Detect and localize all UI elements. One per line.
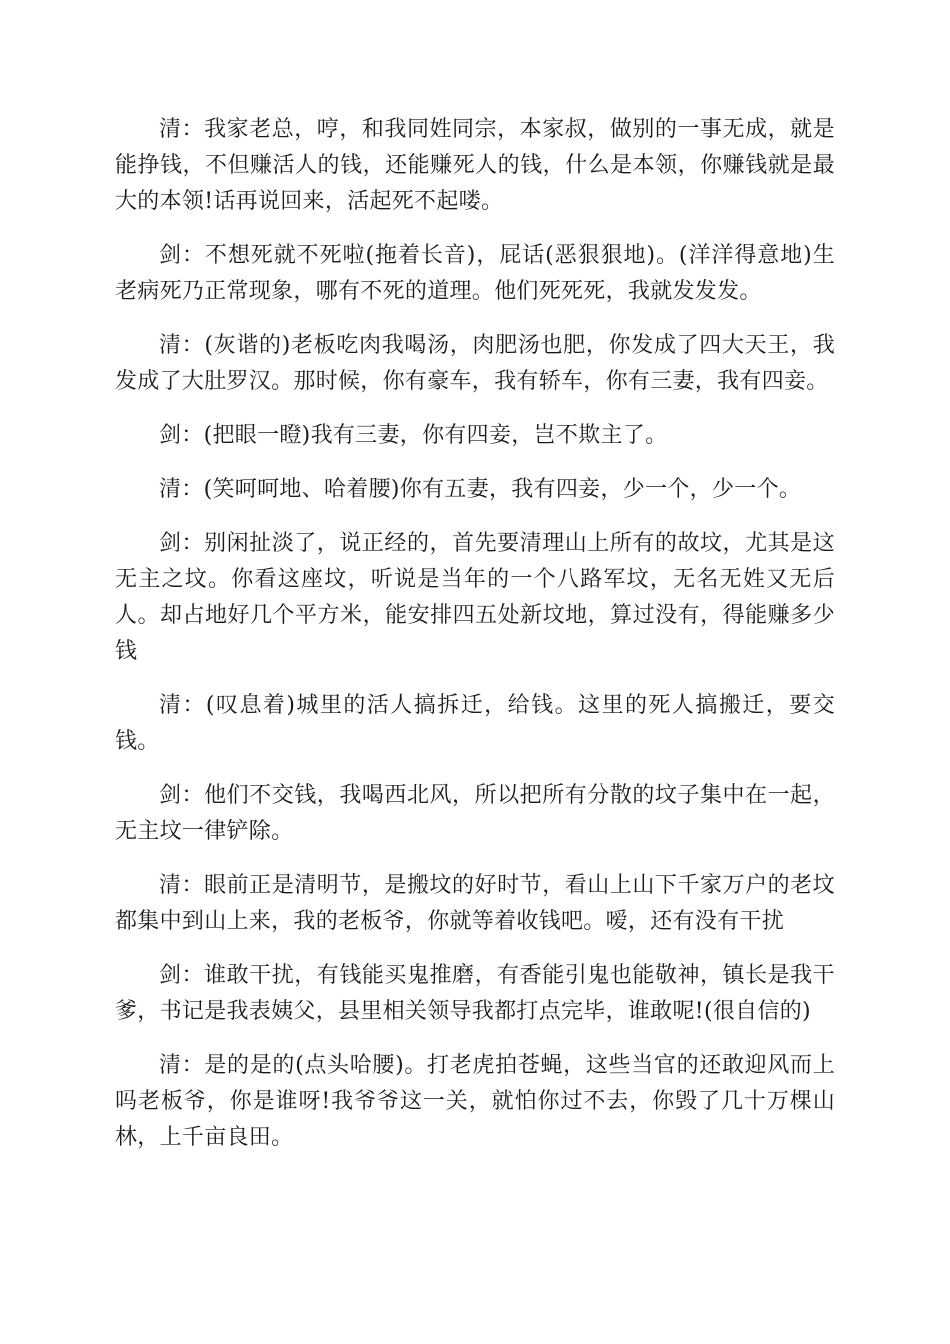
dialogue-line: 剑：(把眼一瞪)我有三妻，你有四妾，岂不欺主了。	[159, 423, 668, 448]
dialogue-line: 清：我家老总，哼，和我同姓同宗，本家叔，做别的一事无成，就是能挣钱，不但赚活人的钱，还能赚死人的钱，什么是本领，你赚钱就是最大的本领!话再说回来，活起死不起喽。	[115, 117, 835, 214]
dialogue-line: 清：(灰谐的)老板吃肉我喝汤，肉肥汤也肥，你发成了四大天王，我发成了大肚罗汉。那时候，你有豪车，我有轿车，你有三妻，我有四妾。	[115, 333, 835, 394]
dialogue-line: 剑：谁敢干扰，有钱能买鬼推磨，有香能引鬼也能敬神，镇长是我干爹，书记是我表姨父，县里相关领导我都打点完毕，谁敢呢!(很自信的)	[115, 963, 835, 1024]
dialogue-line: 清：眼前正是清明节，是搬坟的好时节，看山上山下千家万户的老坟都集中到山上来，我的老板爷，你就等着收钱吧。嗳，还有没有干扰	[115, 873, 835, 934]
document-page	[115, 112, 835, 1174]
dialogue-line: 清：(叹息着)城里的活人搞拆迁，给钱。这里的死人搞搬迁，要交钱。	[115, 693, 835, 754]
dialogue-line: 清：是的是的(点头哈腰)。打老虎拍苍蝇，这些当官的还敢迎风而上吗老板爷，你是谁呀!我爷爷这一关，就怕你过不去，你毁了几十万棵山林，上千亩良田。	[115, 1053, 835, 1150]
dialogue-line: 剑：他们不交钱，我喝西北风，所以把所有分散的坟子集中在一起，无主坟一律铲除。	[115, 783, 835, 844]
dialogue-line: 清：(笑呵呵地、哈着腰)你有五妻，我有四妾，少一个，少一个。	[159, 477, 802, 502]
dialogue-line: 剑：不想死就不死啦(拖着长音)，屁话(恶狠狠地)。(洋洋得意地)生老病死乃正常现象，哪有不死的道理。他们死死死，我就发发发。	[115, 243, 835, 304]
dialogue-line: 剑：别闲扯淡了，说正经的，首先要清理山上所有的故坟，尤其是这无主之坟。你看这座坟，听说是当年的一个八路军坟，无名无姓又无后人。却占地好几个平方米，能安排四五处新坟地，算过没有，得能赚多少钱	[115, 531, 835, 664]
